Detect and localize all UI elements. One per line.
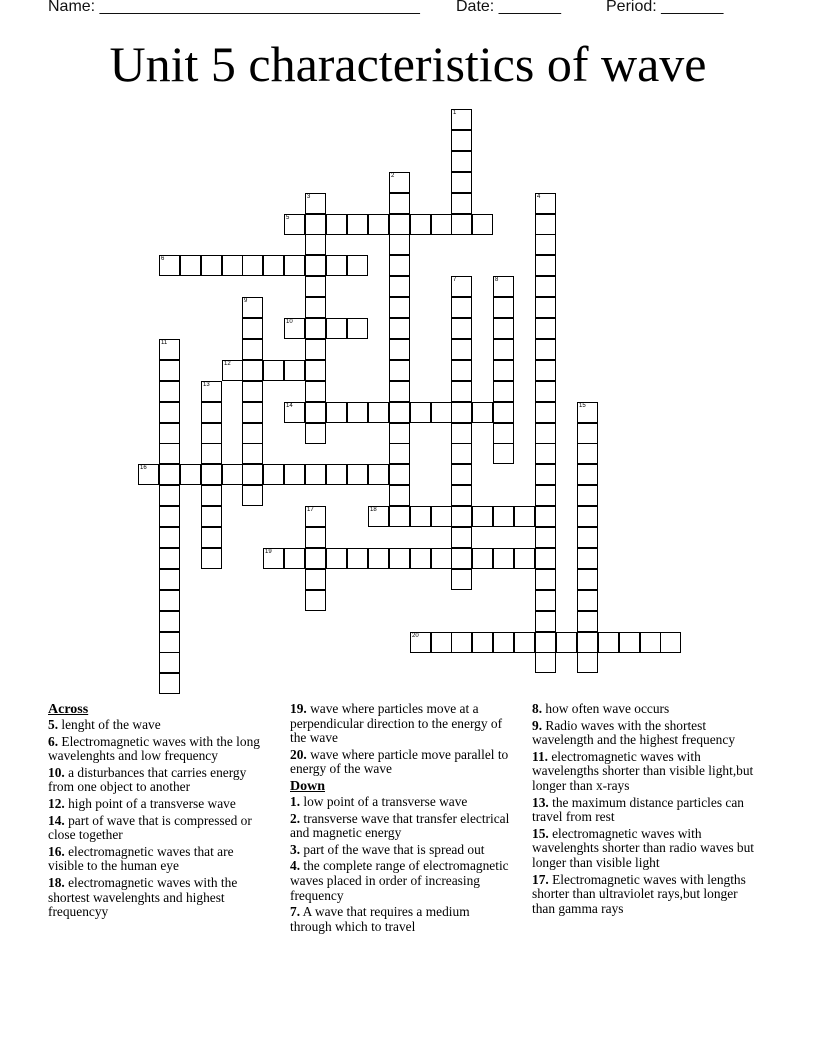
crossword-cell[interactable] xyxy=(514,506,535,527)
crossword-cell[interactable] xyxy=(389,443,410,464)
crossword-cell[interactable] xyxy=(472,632,493,653)
crossword-cell[interactable] xyxy=(347,548,368,569)
crossword-cell[interactable] xyxy=(577,652,598,673)
crossword-cell[interactable] xyxy=(368,464,389,485)
crossword-cell[interactable] xyxy=(660,632,681,653)
crossword-cell[interactable] xyxy=(577,632,598,653)
crossword-cell[interactable] xyxy=(305,381,326,402)
crossword-cell[interactable] xyxy=(284,402,305,423)
clue-item xyxy=(48,735,270,764)
clue-item-number: 17. xyxy=(532,871,549,887)
crossword-cell[interactable] xyxy=(389,214,410,235)
crossword-cell[interactable] xyxy=(556,632,577,653)
crossword-cell[interactable] xyxy=(263,255,284,276)
crossword-cell[interactable] xyxy=(493,360,514,381)
clues-column-2 xyxy=(290,702,512,936)
crossword-cell[interactable] xyxy=(451,109,472,130)
crossword-cell[interactable] xyxy=(389,548,410,569)
crossword-cell[interactable] xyxy=(577,423,598,444)
crossword-cell[interactable] xyxy=(242,423,263,444)
crossword-cell[interactable] xyxy=(451,402,472,423)
crossword-cell[interactable] xyxy=(451,569,472,590)
crossword-cell[interactable] xyxy=(389,276,410,297)
crossword-cell[interactable] xyxy=(431,214,452,235)
crossword-cell[interactable] xyxy=(577,527,598,548)
crossword-cell[interactable] xyxy=(598,632,619,653)
crossword-cell[interactable] xyxy=(493,423,514,444)
clues-column-1 xyxy=(48,702,270,922)
clue-number: 7 xyxy=(453,277,457,283)
clue-item-number: 19. xyxy=(290,701,307,716)
clue-number: 11 xyxy=(161,340,168,346)
crossword-cell[interactable] xyxy=(305,360,326,381)
crossword-cell[interactable] xyxy=(159,443,180,464)
crossword-cell[interactable] xyxy=(535,443,556,464)
clue-item-number: 6. xyxy=(48,733,59,749)
clue-number: 9 xyxy=(244,298,248,304)
crossword-cell[interactable] xyxy=(305,590,326,611)
crossword-cell[interactable] xyxy=(368,214,389,235)
clue-item-text: Radio waves with the shortest wavelength and the highest frequency xyxy=(532,717,736,748)
crossword-cell[interactable] xyxy=(472,402,493,423)
clue-item xyxy=(48,797,270,812)
clue-item-number: 5. xyxy=(48,717,59,732)
clue-item-number: 3. xyxy=(290,841,301,857)
crossword-cell[interactable] xyxy=(159,673,180,694)
clue-item-text: part of wave that is compressed or close together xyxy=(48,812,252,843)
crossword-cell[interactable] xyxy=(389,318,410,339)
clue-item xyxy=(48,845,270,874)
crossword-cell[interactable] xyxy=(201,381,222,402)
crossword-cell[interactable] xyxy=(159,548,180,569)
crossword-cell[interactable] xyxy=(577,569,598,590)
clue-item xyxy=(48,814,270,843)
crossword-cell[interactable] xyxy=(201,527,222,548)
crossword-cell[interactable] xyxy=(451,193,472,214)
crossword-cell[interactable] xyxy=(535,611,556,632)
clue-item xyxy=(532,719,758,748)
crossword-cell[interactable] xyxy=(431,632,452,653)
clue-item-text: high point of a transverse wave xyxy=(64,795,236,811)
crossword-cell[interactable] xyxy=(577,548,598,569)
crossword-cell[interactable] xyxy=(138,464,159,485)
clue-item-text: Electromagnetic waves with lengths shorter than ultraviolet rays,but longer than gamma rays xyxy=(532,871,746,916)
clue-item xyxy=(532,796,758,825)
crossword-cell[interactable] xyxy=(347,318,368,339)
clue-item xyxy=(290,843,512,858)
clue-item xyxy=(532,873,758,917)
crossword-cell[interactable] xyxy=(640,632,661,653)
crossword-cell[interactable] xyxy=(535,402,556,423)
clue-item-text: part of the wave that is spread out xyxy=(300,841,485,857)
crossword-cell[interactable] xyxy=(410,632,431,653)
crossword-cell[interactable] xyxy=(159,485,180,506)
clue-number: 5 xyxy=(286,215,290,221)
clue-number: 4 xyxy=(537,194,541,200)
crossword-cell[interactable] xyxy=(451,130,472,151)
crossword-cell[interactable] xyxy=(535,234,556,255)
crossword-cell[interactable] xyxy=(326,402,347,423)
crossword-cell[interactable] xyxy=(222,255,243,276)
clue-item xyxy=(532,750,758,794)
crossword-cell[interactable] xyxy=(201,423,222,444)
crossword-cell[interactable] xyxy=(305,423,326,444)
crossword-cell[interactable] xyxy=(326,214,347,235)
crossword-cell[interactable] xyxy=(451,381,472,402)
crossword-cell[interactable] xyxy=(284,464,305,485)
crossword-cell[interactable] xyxy=(242,402,263,423)
crossword-cell[interactable] xyxy=(577,485,598,506)
crossword-cell[interactable] xyxy=(389,464,410,485)
clue-item-text: the maximum distance particles can travel from rest xyxy=(532,794,744,825)
crossword-cell[interactable] xyxy=(535,590,556,611)
clue-number: 14 xyxy=(286,403,293,409)
crossword-cell[interactable] xyxy=(535,506,556,527)
crossword-cell[interactable] xyxy=(201,506,222,527)
clue-number: 1 xyxy=(453,110,457,116)
crossword-cell[interactable] xyxy=(305,506,326,527)
crossword-cell[interactable] xyxy=(431,402,452,423)
clue-item-text: lenght of the wave xyxy=(58,717,161,732)
crossword-cell[interactable] xyxy=(451,443,472,464)
crossword-cell[interactable] xyxy=(493,632,514,653)
crossword-cell[interactable] xyxy=(451,548,472,569)
clue-item-number: 11. xyxy=(532,748,548,764)
crossword-cell[interactable] xyxy=(451,360,472,381)
crossword-cell[interactable] xyxy=(535,485,556,506)
crossword-cell[interactable] xyxy=(305,234,326,255)
crossword-cell[interactable] xyxy=(535,255,556,276)
crossword-cell[interactable] xyxy=(305,402,326,423)
crossword-cell[interactable] xyxy=(159,402,180,423)
clue-item-number: 2. xyxy=(290,810,301,826)
crossword-cell[interactable] xyxy=(535,527,556,548)
crossword-cell[interactable] xyxy=(577,611,598,632)
down-heading: Down xyxy=(290,778,326,794)
clue-item-text: a disturbances that carries energy from one object to another xyxy=(48,764,247,795)
clue-number: 18 xyxy=(370,507,377,513)
crossword-cell[interactable] xyxy=(451,632,472,653)
clue-item xyxy=(290,702,512,746)
clue-item-number: 18. xyxy=(48,874,65,890)
crossword-cell[interactable] xyxy=(242,255,263,276)
crossword-cell[interactable] xyxy=(535,423,556,444)
clue-item-text: A wave that requires a medium through which to travel xyxy=(290,904,470,934)
crossword-cell[interactable] xyxy=(242,297,263,318)
crossword-cell[interactable] xyxy=(472,548,493,569)
crossword-cell[interactable] xyxy=(242,360,263,381)
crossword-cell[interactable] xyxy=(535,214,556,235)
crossword-cell[interactable] xyxy=(451,297,472,318)
clue-item-text: the complete range of electromagnetic waves placed in order of increasing frequency xyxy=(290,858,509,903)
crossword-cell[interactable] xyxy=(451,423,472,444)
clue-item xyxy=(48,876,270,920)
crossword-cell[interactable] xyxy=(201,464,222,485)
crossword-cell[interactable] xyxy=(242,485,263,506)
crossword-cell[interactable] xyxy=(493,339,514,360)
crossword-cell[interactable] xyxy=(305,339,326,360)
crossword-cell[interactable] xyxy=(451,339,472,360)
crossword-cell[interactable] xyxy=(535,548,556,569)
clue-item-text: transverse wave that transfer electrical and magnetic energy xyxy=(290,810,510,841)
crossword-cell[interactable] xyxy=(493,297,514,318)
crossword-cell[interactable] xyxy=(535,339,556,360)
crossword-cell[interactable] xyxy=(389,234,410,255)
clue-item xyxy=(532,827,758,871)
crossword-cell[interactable] xyxy=(201,443,222,464)
clue-number: 2 xyxy=(391,173,395,179)
crossword-cell[interactable] xyxy=(410,506,431,527)
crossword-cell[interactable] xyxy=(368,402,389,423)
clue-number: 8 xyxy=(495,277,499,283)
crossword-cell[interactable] xyxy=(159,527,180,548)
crossword-cell[interactable] xyxy=(577,506,598,527)
crossword-cell[interactable] xyxy=(326,464,347,485)
period-field-label[interactable]: Period: _______ xyxy=(606,0,724,15)
crossword-cell[interactable] xyxy=(577,590,598,611)
clue-item-number: 1. xyxy=(290,793,301,809)
crossword-cell[interactable] xyxy=(389,255,410,276)
crossword-cell[interactable] xyxy=(389,381,410,402)
crossword-cell[interactable] xyxy=(577,464,598,485)
clue-item-number: 4. xyxy=(290,858,301,874)
crossword-cell[interactable] xyxy=(451,506,472,527)
crossword-cell[interactable] xyxy=(535,318,556,339)
date-field-label[interactable]: Date: _______ xyxy=(456,0,561,15)
crossword-cell[interactable] xyxy=(305,214,326,235)
clue-item xyxy=(290,812,512,841)
crossword-cell[interactable] xyxy=(222,464,243,485)
crossword-cell[interactable] xyxy=(201,485,222,506)
crossword-cell[interactable] xyxy=(493,506,514,527)
crossword-cell[interactable] xyxy=(493,402,514,423)
crossword-cell[interactable] xyxy=(619,632,640,653)
crossword-cell[interactable] xyxy=(389,297,410,318)
crossword-cell[interactable] xyxy=(535,464,556,485)
crossword-cell[interactable] xyxy=(242,318,263,339)
crossword-cell[interactable] xyxy=(242,464,263,485)
crossword-cell[interactable] xyxy=(410,214,431,235)
crossword-cell[interactable] xyxy=(201,402,222,423)
clue-item xyxy=(290,795,512,810)
clue-item-text: electromagnetic waves with wavelenghts shorter than radio waves but longer than visible light xyxy=(532,825,754,870)
clue-item-text: how often wave occurs xyxy=(542,701,670,716)
crossword-cell[interactable] xyxy=(159,464,180,485)
crossword-cell[interactable] xyxy=(514,632,535,653)
crossword-cell[interactable] xyxy=(577,402,598,423)
crossword-cell[interactable] xyxy=(389,193,410,214)
crossword-cell[interactable] xyxy=(431,506,452,527)
crossword-cell[interactable] xyxy=(159,381,180,402)
clue-item xyxy=(48,718,270,733)
crossword-cell[interactable] xyxy=(389,485,410,506)
crossword-cell[interactable] xyxy=(451,276,472,297)
clue-number: 12 xyxy=(224,361,231,367)
crossword-cell[interactable] xyxy=(159,360,180,381)
crossword-cell[interactable] xyxy=(201,548,222,569)
crossword-cell[interactable] xyxy=(305,193,326,214)
crossword-cell[interactable] xyxy=(535,632,556,653)
clue-item-number: 12. xyxy=(48,795,65,811)
crossword-cell[interactable] xyxy=(159,590,180,611)
crossword-cell[interactable] xyxy=(493,276,514,297)
crossword-cell[interactable] xyxy=(410,402,431,423)
crossword-cell[interactable] xyxy=(451,214,472,235)
crossword-cell[interactable] xyxy=(159,255,180,276)
crossword-cell[interactable] xyxy=(389,360,410,381)
crossword-cell[interactable] xyxy=(305,569,326,590)
crossword-cell[interactable] xyxy=(263,464,284,485)
crossword-cell[interactable] xyxy=(201,255,222,276)
crossword-cell[interactable] xyxy=(389,339,410,360)
crossword-cell[interactable] xyxy=(305,548,326,569)
crossword-cell[interactable] xyxy=(535,276,556,297)
crossword-cell[interactable] xyxy=(222,360,243,381)
clue-item-number: 8. xyxy=(532,701,543,716)
clue-item-number: 20. xyxy=(290,746,307,762)
crossword-cell[interactable] xyxy=(284,255,305,276)
clue-item-number: 9. xyxy=(532,717,543,733)
crossword-cell[interactable] xyxy=(347,464,368,485)
clue-number: 6 xyxy=(161,256,165,262)
clue-number: 3 xyxy=(307,194,311,200)
crossword-cell[interactable] xyxy=(493,443,514,464)
crossword-cell[interactable] xyxy=(410,548,431,569)
crossword-cell[interactable] xyxy=(305,255,326,276)
crossword-cell[interactable] xyxy=(347,255,368,276)
crossword-cell[interactable] xyxy=(242,443,263,464)
crossword-cell[interactable] xyxy=(242,381,263,402)
clue-item-number: 13. xyxy=(532,794,549,810)
clues-column-3 xyxy=(532,702,758,918)
crossword-cell[interactable] xyxy=(305,297,326,318)
crossword-cell[interactable] xyxy=(326,255,347,276)
across-heading: Across xyxy=(48,702,89,717)
crossword-cell[interactable] xyxy=(159,423,180,444)
crossword-cell[interactable] xyxy=(284,214,305,235)
crossword-cell[interactable] xyxy=(159,632,180,653)
name-field-label[interactable]: Name: ____________________________________ xyxy=(48,0,420,15)
clue-item-number: 14. xyxy=(48,812,65,828)
crossword-cell[interactable] xyxy=(431,548,452,569)
clue-item xyxy=(290,905,512,934)
clue-number: 19 xyxy=(265,549,272,555)
clue-item-number: 16. xyxy=(48,843,65,859)
clue-number: 10 xyxy=(286,319,293,325)
crossword-cell[interactable] xyxy=(535,381,556,402)
crossword-cell[interactable] xyxy=(472,214,493,235)
crossword-cell[interactable] xyxy=(284,548,305,569)
crossword-cell[interactable] xyxy=(347,402,368,423)
crossword-cell[interactable] xyxy=(451,151,472,172)
clue-item-number: 10. xyxy=(48,764,65,780)
clue-number: 16 xyxy=(140,465,147,471)
crossword-cell[interactable] xyxy=(284,360,305,381)
crossword-cell[interactable] xyxy=(389,172,410,193)
crossword-cell[interactable] xyxy=(284,318,305,339)
crossword-cell[interactable] xyxy=(159,652,180,673)
crossword-cell[interactable] xyxy=(326,548,347,569)
crossword-cell[interactable] xyxy=(493,548,514,569)
crossword-cell[interactable] xyxy=(451,464,472,485)
crossword-cell[interactable] xyxy=(305,318,326,339)
crossword-cell[interactable] xyxy=(159,611,180,632)
crossword-cell[interactable] xyxy=(180,255,201,276)
clue-number: 13 xyxy=(203,382,210,388)
clue-item-text: wave where particle move parallel to energy of the wave xyxy=(290,746,509,777)
clue-item xyxy=(290,859,512,903)
crossword-cell[interactable] xyxy=(472,506,493,527)
page-title: Unit 5 characteristics of wave xyxy=(109,36,707,92)
clue-number: 17 xyxy=(307,507,314,513)
crossword-cell[interactable] xyxy=(535,569,556,590)
crossword-cell[interactable] xyxy=(493,381,514,402)
crossword-cell[interactable] xyxy=(389,402,410,423)
crossword-cell[interactable] xyxy=(493,318,514,339)
crossword-cell[interactable] xyxy=(577,443,598,464)
clue-item xyxy=(532,702,758,717)
crossword-cell[interactable] xyxy=(263,548,284,569)
crossword-cell[interactable] xyxy=(305,464,326,485)
clue-item-text: low point of a transverse wave xyxy=(300,793,468,809)
crossword-cell[interactable] xyxy=(347,214,368,235)
crossword-cell[interactable] xyxy=(180,464,201,485)
crossword-cell[interactable] xyxy=(451,172,472,193)
clue-item xyxy=(48,766,270,795)
clue-item-text: electromagnetic waves with wavelengths shorter than visible light,but longer than x-rays xyxy=(532,748,754,793)
clue-item-number: 7. xyxy=(290,904,301,920)
crossword-cell[interactable] xyxy=(514,548,535,569)
crossword-cell[interactable] xyxy=(451,485,472,506)
crossword-cell[interactable] xyxy=(535,360,556,381)
crossword-cell[interactable] xyxy=(535,193,556,214)
crossword-cell[interactable] xyxy=(263,360,284,381)
crossword-cell[interactable] xyxy=(305,276,326,297)
crossword-cell[interactable] xyxy=(159,569,180,590)
crossword-cell[interactable] xyxy=(535,652,556,673)
crossword-cell[interactable] xyxy=(368,506,389,527)
clue-number: 20 xyxy=(412,633,419,639)
crossword-cell[interactable] xyxy=(159,506,180,527)
crossword-cell[interactable] xyxy=(326,318,347,339)
crossword-cell[interactable] xyxy=(535,297,556,318)
clue-item-text: wave where particles move at a perpendicular direction to the energy of the wave xyxy=(290,701,503,746)
crossword-cell[interactable] xyxy=(389,506,410,527)
crossword-cell[interactable] xyxy=(451,527,472,548)
crossword-cell[interactable] xyxy=(368,548,389,569)
crossword-cell[interactable] xyxy=(451,318,472,339)
clue-item-text: electromagnetic waves that are visible to the human eye xyxy=(48,843,234,874)
clue-item-text: electromagnetic waves with the shortest wavelenghts and highest frequencyy xyxy=(48,874,238,920)
clue-item-text: Electromagnetic waves with the long wavelenghts and low frequency xyxy=(48,733,260,764)
clue-number: 15 xyxy=(579,403,586,409)
clue-item xyxy=(290,748,512,777)
crossword-cell[interactable] xyxy=(305,527,326,548)
crossword-cell[interactable] xyxy=(242,339,263,360)
crossword-cell[interactable] xyxy=(159,339,180,360)
clue-item-number: 15. xyxy=(532,825,549,841)
crossword-cell[interactable] xyxy=(389,423,410,444)
